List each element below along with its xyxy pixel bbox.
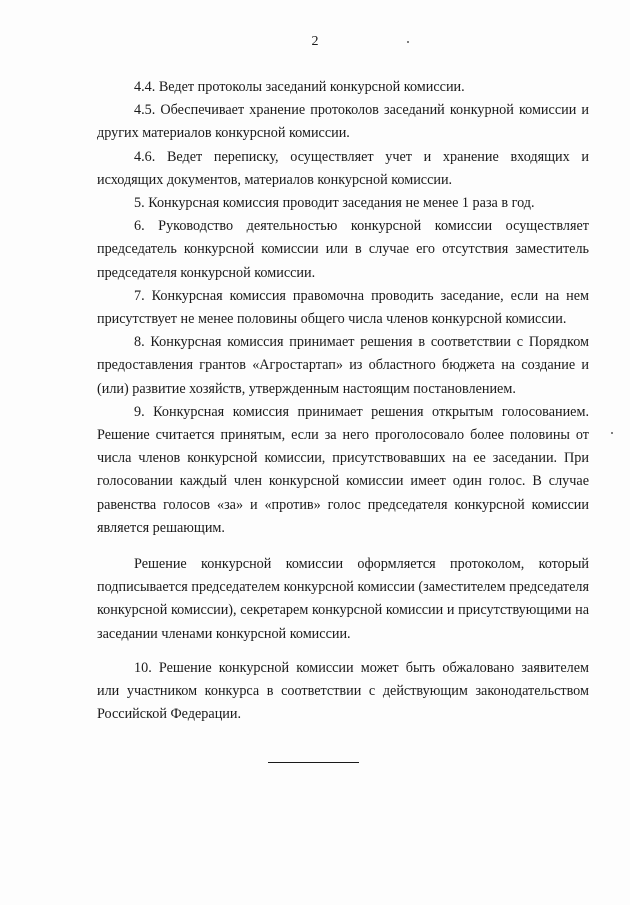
paragraph-6: 6. Руководство деятельностью конкурсной комиссии осуществляет председатель конкурсной комиссии или в случае его отсутствия заместитель председателя конкурсной комиссии. (97, 218, 589, 281)
scan-speck (611, 432, 613, 434)
paragraph-7: 7. Конкурсная комиссия правомочна проводить заседание, если на нем присутствует не менее половины общего числа членов конкурсной комиссии. (97, 287, 589, 328)
paragraph-4-6: 4.6. Ведет переписку, осуществляет учет и хранение входящих и исходящих документов, материалов конкурсной комиссии. (97, 148, 589, 188)
paragraph-4-4: 4.4. Ведет протоколы заседаний конкурсной комиссии. (134, 79, 465, 95)
paragraph-4-5: 4.5. Обеспечивает хранение протоколов заседаний конкурной комиссии и других материалов конкурсной комиссии. (97, 102, 589, 142)
paragraph-8: 8. Конкурсная комиссия принимает решения в соответствии с Порядком предоставления грантов «Агростартап» из областного бюджета на создание и (или) развитие хозяйств, утвержденным настоящим постановлением. (97, 334, 589, 397)
paragraph-5: 5. Конкурсная комиссия проводит заседания не менее 1 раза в год. (134, 195, 535, 212)
paragraph-9: 9. Конкурсная комиссия принимает решения открытым голосованием. Решение считается принятым, если за него проголосовало более половины от числа членов конкурсной комиссии, присутствовавших на ее заседании. При голосовании каждый член конкурсной комиссии имеет один голос. В случае равенства голосов «за» и «против» голос председателя конкурсной комиссии является решающим. (97, 403, 589, 536)
paragraph-10: 10. Решение конкурсной комиссии может быть обжаловано заявителем или участником конкурса в соответствии с действующим законодательством Российской Федерации. (97, 659, 589, 723)
page-number: 2 (311, 34, 319, 49)
document-body (97, 76, 589, 726)
paragraph-9-decision: Решение конкурсной комиссии оформляется протоколом, который подписывается председателем конкурсной комиссии (заместителем председателя конкурсной комиссии), секретарем конкурсной комиссии и присутствующими на заседании членами конкурсной комиссии. (97, 556, 589, 642)
scan-speck (407, 41, 409, 43)
end-of-document-rule (268, 762, 359, 763)
